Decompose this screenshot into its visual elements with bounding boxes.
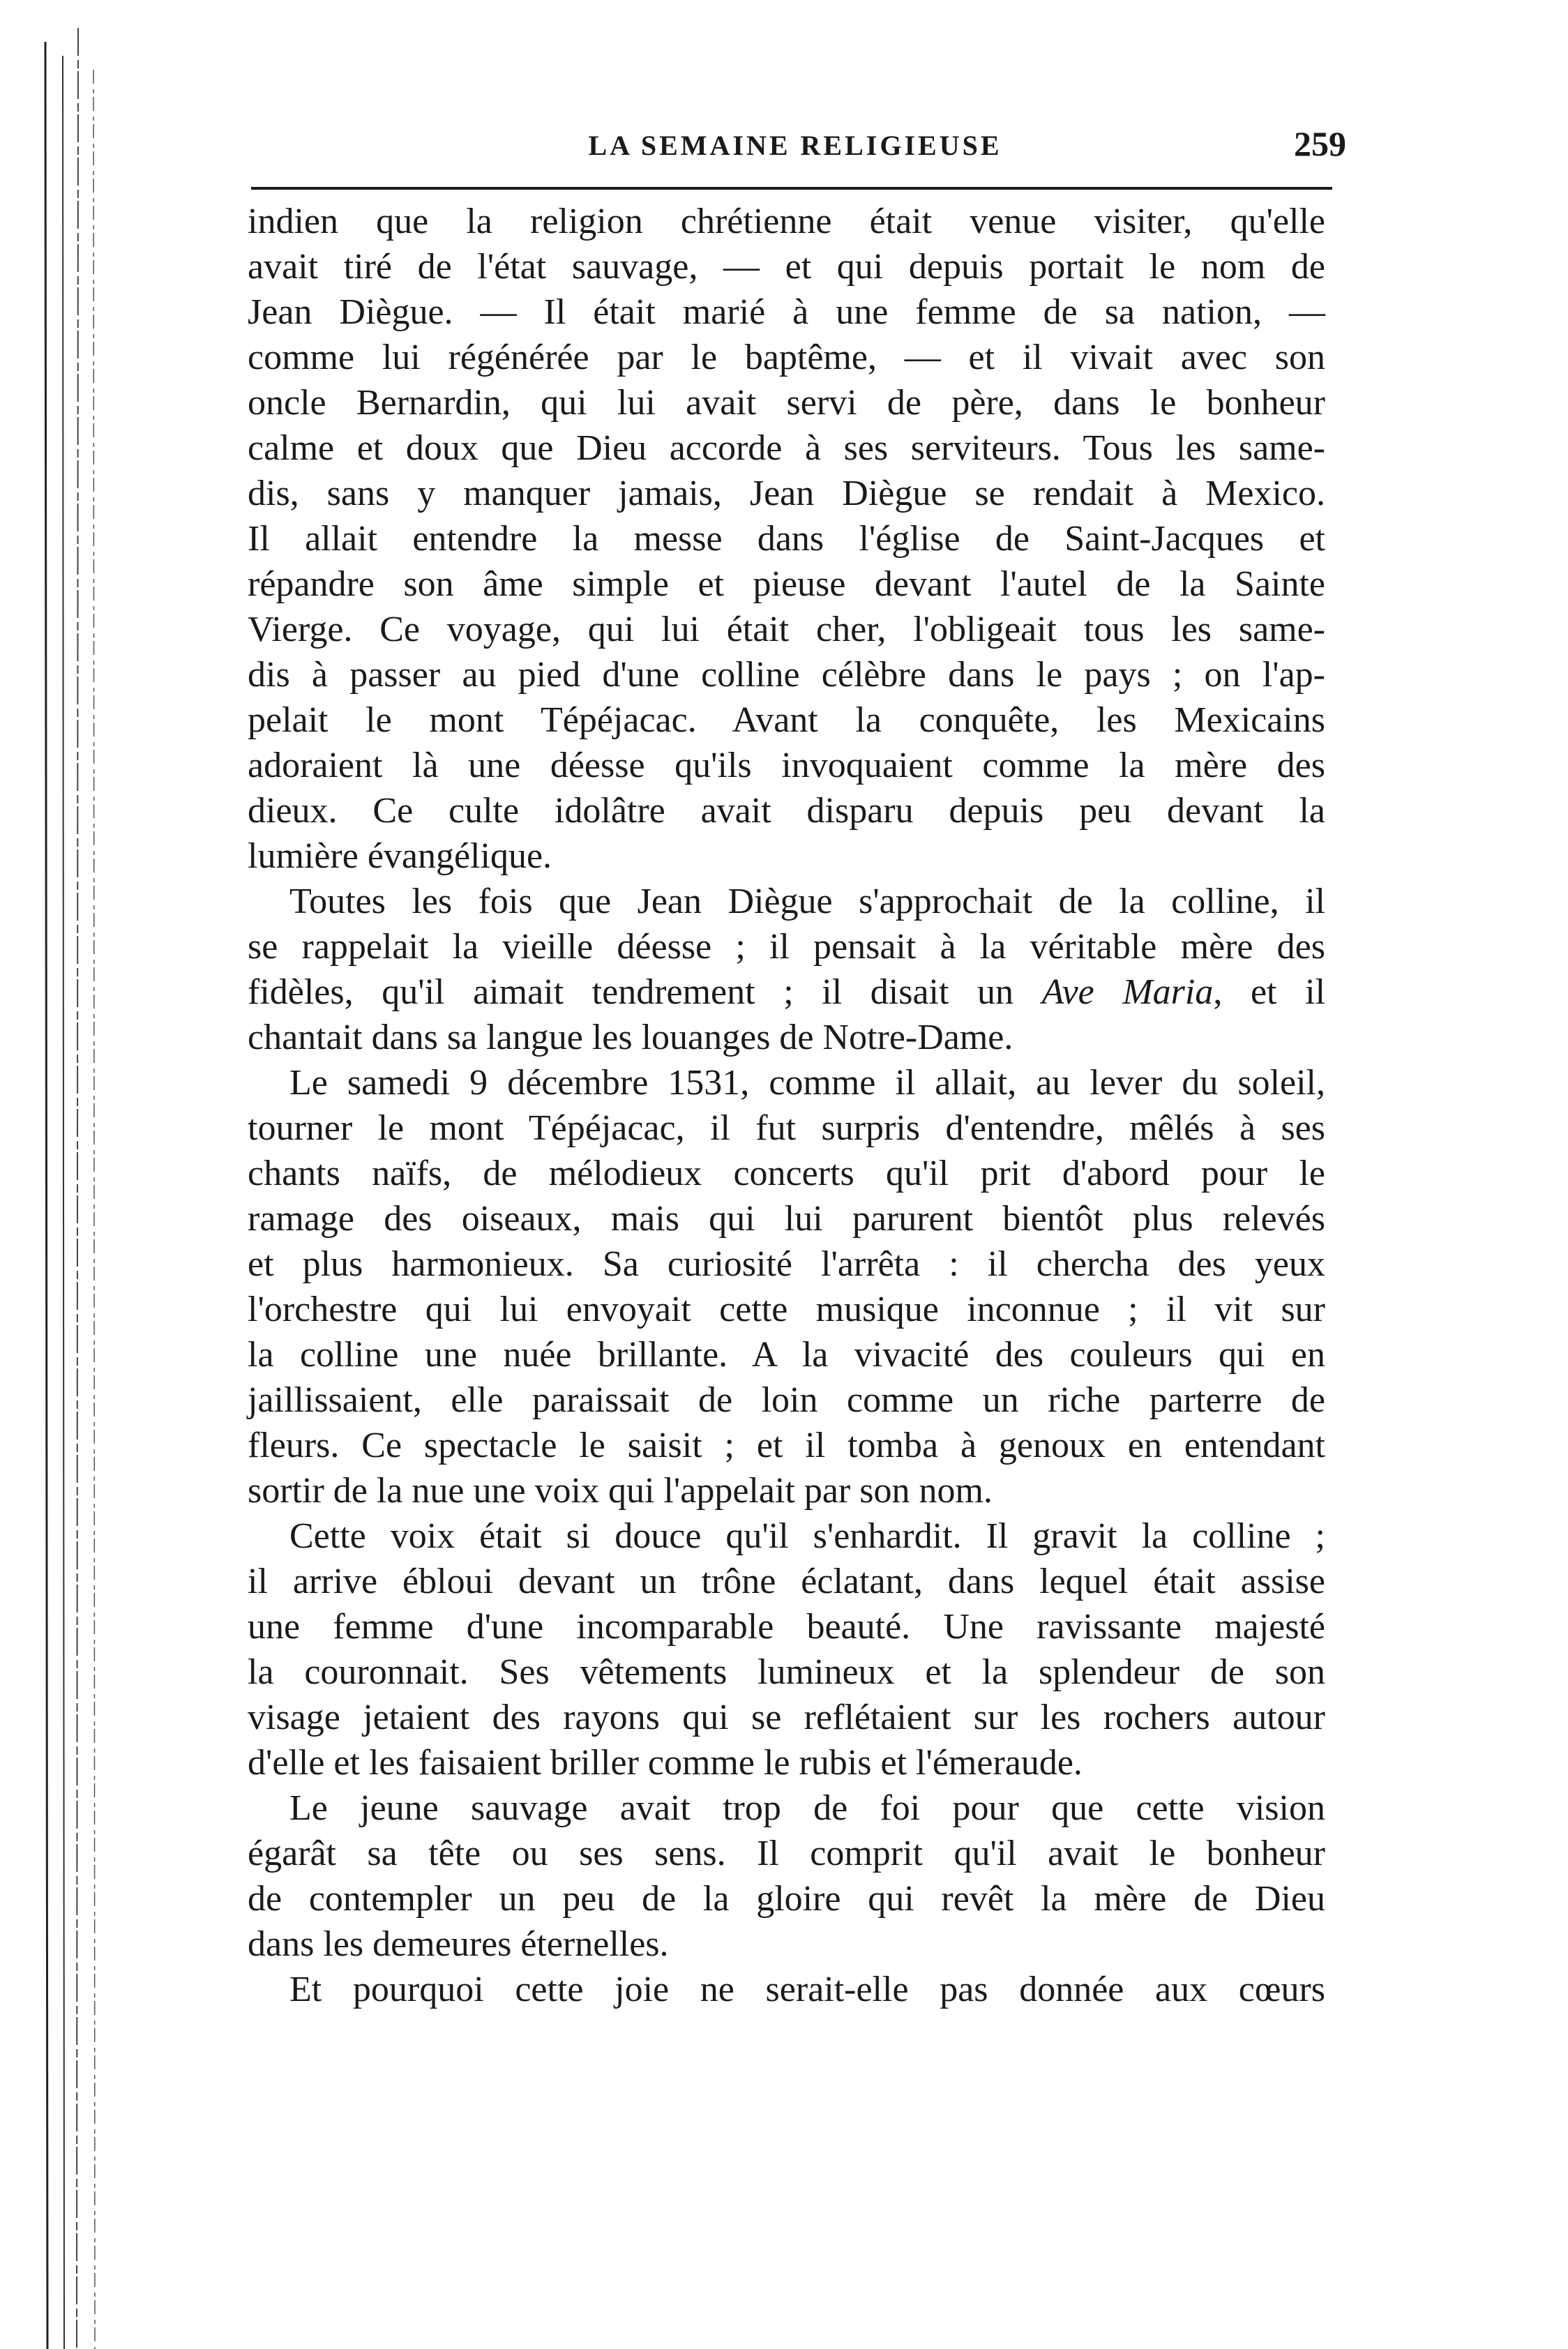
- text-line-with-italic: [248, 969, 1325, 1015]
- text-line: comme lui régénérée par le baptême, — et il vivait avec son: [248, 338, 1325, 377]
- text-line: Le jeune sauvage avait trop de foi pour que cette vision: [289, 1788, 1325, 1828]
- paragraph: [248, 199, 1325, 879]
- text-line: adoraient là une déesse qu'ils invoquaient comme la mère des: [248, 746, 1325, 785]
- text-line: dis, sans y manquer jamais, Jean Diègue se rendait à Mexico.: [248, 474, 1325, 513]
- header-rule: [251, 187, 1332, 190]
- text-line: calme et doux que Dieu accorde à ses serviteurs. Tous les same-: [248, 428, 1325, 468]
- text-line: oncle Bernardin, qui lui avait servi de père, dans le bonheur: [248, 383, 1325, 423]
- text-line: l'orchestre qui lui envoyait cette musique inconnue ; il vit sur: [248, 1290, 1325, 1329]
- text-line: indien que la religion chrétienne était venue visiter, qu'elle: [248, 202, 1325, 241]
- text-line: Vierge. Ce voyage, qui lui était cher, l'obligeait tous les same-: [248, 610, 1325, 649]
- page-header: [251, 122, 1346, 171]
- text-line: fleurs. Ce spectacle le saisit ; et il tomba à genoux en entendant: [248, 1426, 1325, 1465]
- text-line: pelait le mont Tépéjacac. Avant la conquête, les Mexicains: [248, 700, 1325, 740]
- text-line: dis à passer au pied d'une colline célèbre dans le pays ; on l'ap-: [248, 655, 1325, 695]
- italic-phrase: Ave Maria: [1041, 972, 1214, 1012]
- running-title: LA SEMAINE RELIGIEUSE: [588, 130, 1002, 161]
- text-line: de contempler un peu de la gloire qui revêt la mère de Dieu: [248, 1879, 1325, 1919]
- text-line: répandre son âme simple et pieuse devant l'autel de la Sainte: [248, 564, 1325, 604]
- text-segment: fidèles, qu'il aimait tendrement ; il disait un: [248, 972, 1042, 1012]
- text-line: Il allait entendre la messe dans l'église de Saint-Jacques et: [248, 519, 1325, 559]
- paragraph: [248, 1785, 1325, 1967]
- text-line: tourner le mont Tépéjacac, il fut surpris d'entendre, mêlés à ses: [248, 1108, 1325, 1148]
- text-line: Le samedi 9 décembre 1531, comme il allait, au lever du soleil,: [289, 1063, 1325, 1103]
- text-line: et plus harmonieux. Sa curiosité l'arrêta : il chercha des yeux: [248, 1244, 1325, 1284]
- body-text: [248, 199, 1325, 2012]
- text-line: avait tiré de l'état sauvage, — et qui depuis portait le nom de: [248, 247, 1325, 287]
- text-line: il arrive ébloui devant un trône éclatant, dans lequel était assise: [248, 1562, 1325, 1601]
- text-line: dans les demeures éternelles.: [248, 1924, 669, 1964]
- page-number: 259: [1294, 124, 1346, 163]
- text-line: dieux. Ce culte idolâtre avait disparu depuis peu devant la: [248, 791, 1325, 831]
- text-line: jaillissaient, elle paraissait de loin comme un riche parterre de: [248, 1380, 1325, 1420]
- text-line: chants naïfs, de mélodieux concerts qu'il prit d'abord pour le: [248, 1154, 1325, 1193]
- text-line: Et pourquoi cette joie ne serait-elle pas donnée aux cœurs: [289, 1970, 1325, 2009]
- text-line: Toutes les fois que Jean Diègue s'approchait de la colline, il: [289, 882, 1325, 921]
- text-line: d'elle et les faisaient briller comme le rubis et l'émeraude.: [248, 1743, 1083, 1783]
- text-line: la couronnait. Ses vêtements lumineux et la splendeur de son: [248, 1652, 1325, 1692]
- paragraph: [248, 1513, 1325, 1785]
- text-line: ramage des oiseaux, mais qui lui parurent bientôt plus relevés: [248, 1199, 1325, 1239]
- text-line: se rappelait la vieille déesse ; il pensait à la véritable mère des: [248, 927, 1325, 967]
- text-line: chantait dans sa langue les louanges de Notre-Dame.: [248, 1018, 1013, 1057]
- text-line: Cette voix était si douce qu'il s'enhardit. Il gravit la colline ;: [289, 1516, 1325, 1556]
- text-line: sortir de la nue une voix qui l'appelait par son nom.: [248, 1471, 993, 1511]
- paragraph: [248, 1967, 1325, 2012]
- text-line: égarât sa tête ou ses sens. Il comprit qu'il avait le bonheur: [248, 1834, 1325, 1873]
- text-line: une femme d'une incomparable beauté. Une ravissante majesté: [248, 1607, 1325, 1647]
- text-line: visage jetaient des rayons qui se reflétaient sur les rochers autour: [248, 1698, 1325, 1737]
- text-line: Jean Diègue. — Il était marié à une femme de sa nation, —: [248, 292, 1325, 332]
- text-segment: , et il: [1213, 972, 1326, 1012]
- text-line: lumière évangélique.: [248, 836, 552, 876]
- paragraph: [248, 879, 1325, 1060]
- text-line: la colline une nuée brillante. A la vivacité des couleurs qui en: [248, 1335, 1325, 1375]
- page-binding-edge: [21, 0, 126, 2349]
- paragraph: [248, 1060, 1325, 1513]
